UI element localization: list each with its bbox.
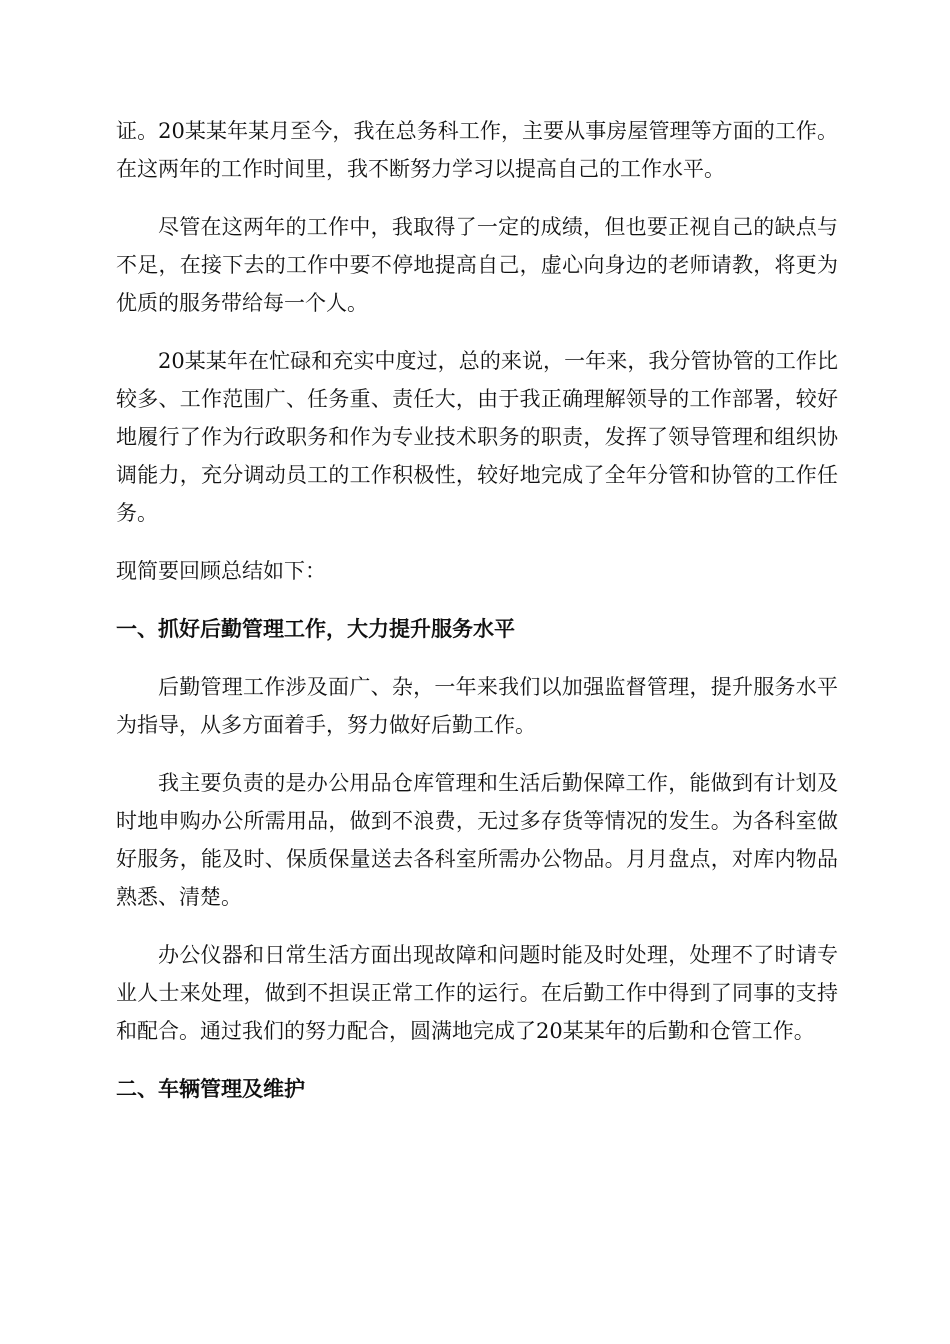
paragraph-warehouse: 我主要负责的是办公用品仓库管理和生活后勤保障工作，能做到有计划及时地申购办公所需用品，做到不浪费，无过多存货等情况的发生。为各科室做好服务，能及时、保质保量送去各科室所需办公物品。月月盘点，对库内物品熟悉、清楚。: [116, 771, 838, 909]
document-body: [116, 112, 838, 1128]
paragraph-year-overview: 20某某年在忙碌和充实中度过，总的来说，一年来，我分管协管的工作比较多、工作范围广、任务重、责任大，由于我正确理解领导的工作部署，较好地履行了作为行政职务和作为专业技术职务的职责，发挥了领导管理和组织协调能力，充分调动员工的工作积极性，较好地完成了全年分管和协管的工作任务。: [116, 349, 838, 525]
paragraph-continuation: 证。20某某年某月至今，我在总务科工作，主要从事房屋管理等方面的工作。在这两年的工作时间里，我不断努力学习以提高自己的工作水平。: [116, 119, 838, 181]
paragraph-summary-intro: 现简要回顾总结如下：: [116, 559, 326, 583]
paragraph-shortcomings: 尽管在这两年的工作中，我取得了一定的成绩，但也要正视自己的缺点与不足，在接下去的工作中要不停地提高自己，虚心向身边的老师请教，将更为优质的服务带给每一个人。: [116, 215, 838, 315]
paragraph-equipment: 办公仪器和日常生活方面出现故障和问题时能及时处理，处理不了时请专业人士来处理，做到不担误正常工作的运行。在后勤工作中得到了同事的支持和配合。通过我们的努力配合，圆满地完成了20某某年的后勤和仓管工作。: [116, 943, 838, 1043]
section-heading-logistics: 一、抓好后勤管理工作，大力提升服务水平: [116, 617, 515, 641]
paragraph-logistics-scope: 后勤管理工作涉及面广、杂，一年来我们以加强监督管理，提升服务水平为指导，从多方面着手，努力做好后勤工作。: [116, 675, 838, 737]
section-heading-vehicles: 二、车辆管理及维护: [116, 1077, 305, 1101]
